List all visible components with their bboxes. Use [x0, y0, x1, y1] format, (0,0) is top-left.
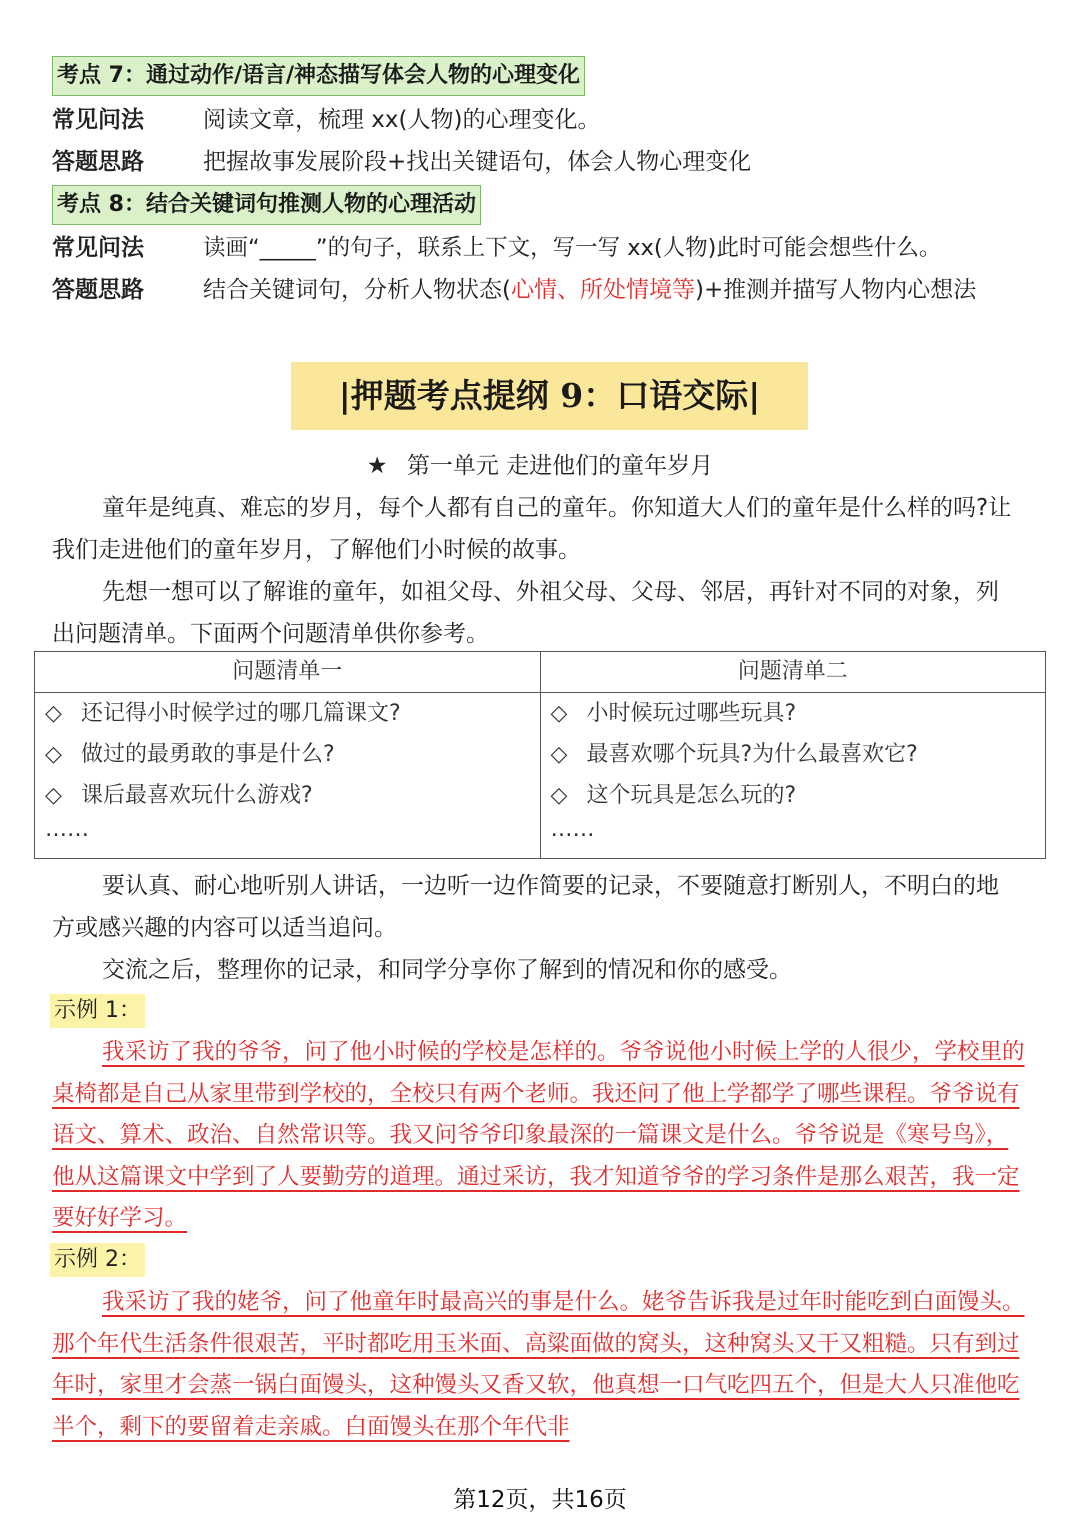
kd7-answer-row	[52, 141, 1040, 183]
answer-text-highlight: 心情、所处情境等	[510, 277, 695, 303]
answer-text: 把握故事发展阶段+找出关键语句，体会人物心理变化	[203, 149, 752, 175]
question-list-1	[35, 693, 541, 859]
question-text: 读画“_____”的句子，联系上下文，写一写 xx(人物)此时可能会想些什么。	[203, 235, 942, 261]
page-footer: 第12页，共16页	[453, 1487, 627, 1513]
kd8-question-row	[52, 227, 1040, 269]
list-item-text: 做过的最勇敢的事是什么?	[81, 742, 335, 767]
answer-label: 答题思路	[52, 149, 144, 175]
unit-heading	[0, 446, 1080, 486]
diamond-icon: ◇	[550, 783, 568, 808]
sharing-paragraph: 交流之后，整理你的记录，和同学分享你了解到的情况和你的感受。	[102, 957, 792, 983]
list-item	[541, 775, 1046, 816]
diamond-icon: ◇	[550, 701, 568, 726]
kd8-answer-row	[52, 269, 1040, 311]
kaodian-7-title: 考点 7：通过动作/语言/神态描写体会人物的心理变化	[52, 56, 585, 96]
list-header-2: 问题清单二	[540, 652, 1046, 693]
list-item-text: 小时候玩过哪些玩具?	[586, 701, 797, 726]
question-text: 阅读文章，梳理 xx(人物)的心理变化。	[203, 107, 601, 133]
intro-paragraph-2: 先想一想可以了解谁的童年，如祖父母、外祖父母、父母、邻居，再针对不同的对象，列出问题清单。下面两个问题清单供你参考。	[52, 579, 999, 647]
section-banner: |押题考点提纲 9：口语交际|	[291, 362, 808, 430]
question-list-2	[540, 693, 1046, 859]
list-item-text: 这个玩具是怎么玩的?	[586, 783, 797, 808]
list-item	[541, 693, 1046, 734]
kaodian-8-title: 考点 8：结合关键词句推测人物的心理活动	[52, 185, 481, 225]
diamond-icon: ◇	[550, 742, 568, 767]
diamond-icon: ◇	[45, 701, 62, 726]
list-ellipsis: ……	[45, 817, 89, 842]
answer-text	[203, 269, 1040, 311]
star-icon: ★	[366, 453, 388, 479]
list-item-text: 课后最喜欢玩什么游戏?	[81, 783, 313, 808]
example-2-text	[52, 1282, 1030, 1448]
example-2-label: 示例 2：	[50, 1243, 145, 1277]
question-label: 常见问法	[52, 107, 144, 133]
example-1-body: 我采访了我的爷爷，问了他小时候的学校是怎样的。爷爷说他小时候上学的人很少，学校里的桌椅都是自己从家里带到学校的，全校只有两个老师。我还问了他上学都学了哪些课程。爷爷说有语文、算术、政治、自然常识等。我又问爷爷印象最深的一篇课文是什么。爷爷说是《寒号鸟》，他从这篇课文中学到了人要勤劳的道理。通过采访，我才知道爷爷的学习条件是那么艰苦，我一定要好好学习。	[52, 1039, 1025, 1231]
list-item	[35, 734, 540, 775]
example-1-text	[52, 1032, 1030, 1240]
guidance-paragraph: 要认真、耐心地听别人讲话，一边听一边作简要的记录，不要随意打断别人，不明白的地方或感兴趣的内容可以适当追问。	[52, 873, 999, 941]
list-item-text: 还记得小时候学过的哪几篇课文?	[81, 701, 401, 726]
answer-text-pre: 结合关键词句，分析人物状态(	[203, 277, 511, 303]
diamond-icon: ◇	[45, 783, 62, 808]
list-item-text: 最喜欢哪个玩具?为什么最喜欢它?	[586, 742, 918, 767]
example-2-body: 我采访了我的姥爷，问了他童年时最高兴的事是什么。姥爷告诉我是过年时能吃到白面馒头。那个年代生活条件很艰苦，平时都吃用玉米面、高粱面做的窝头，这种窝头又干又粗糙。只有到过年时，家里才会蒸一锅白面馒头，这种馒头又香又软，他真想一口气吃四五个，但是大人只准他吃半个，剩下的要留着走亲戚。白面馒头在那个年代非	[52, 1289, 1025, 1440]
question-label: 常见问法	[52, 235, 144, 261]
list-header-1: 问题清单一	[35, 652, 541, 693]
kd7-question-row	[52, 99, 1040, 141]
question-list-table	[34, 651, 1046, 859]
list-item	[35, 693, 540, 734]
answer-label: 答题思路	[52, 277, 144, 303]
intro-paragraph-1: 童年是纯真、难忘的岁月，每个人都有自己的童年。你知道大人们的童年是什么样的吗?让我们走进他们的童年岁月，了解他们小时候的故事。	[52, 495, 1012, 563]
diamond-icon: ◇	[45, 742, 62, 767]
answer-text-post: )+推测并描写人物内心想法	[694, 277, 977, 303]
example-1-label: 示例 1：	[50, 994, 145, 1028]
unit-title: 第一单元 走进他们的童年岁月	[406, 453, 714, 479]
list-item	[35, 775, 540, 816]
list-item	[541, 734, 1046, 775]
list-ellipsis: ……	[550, 817, 595, 842]
